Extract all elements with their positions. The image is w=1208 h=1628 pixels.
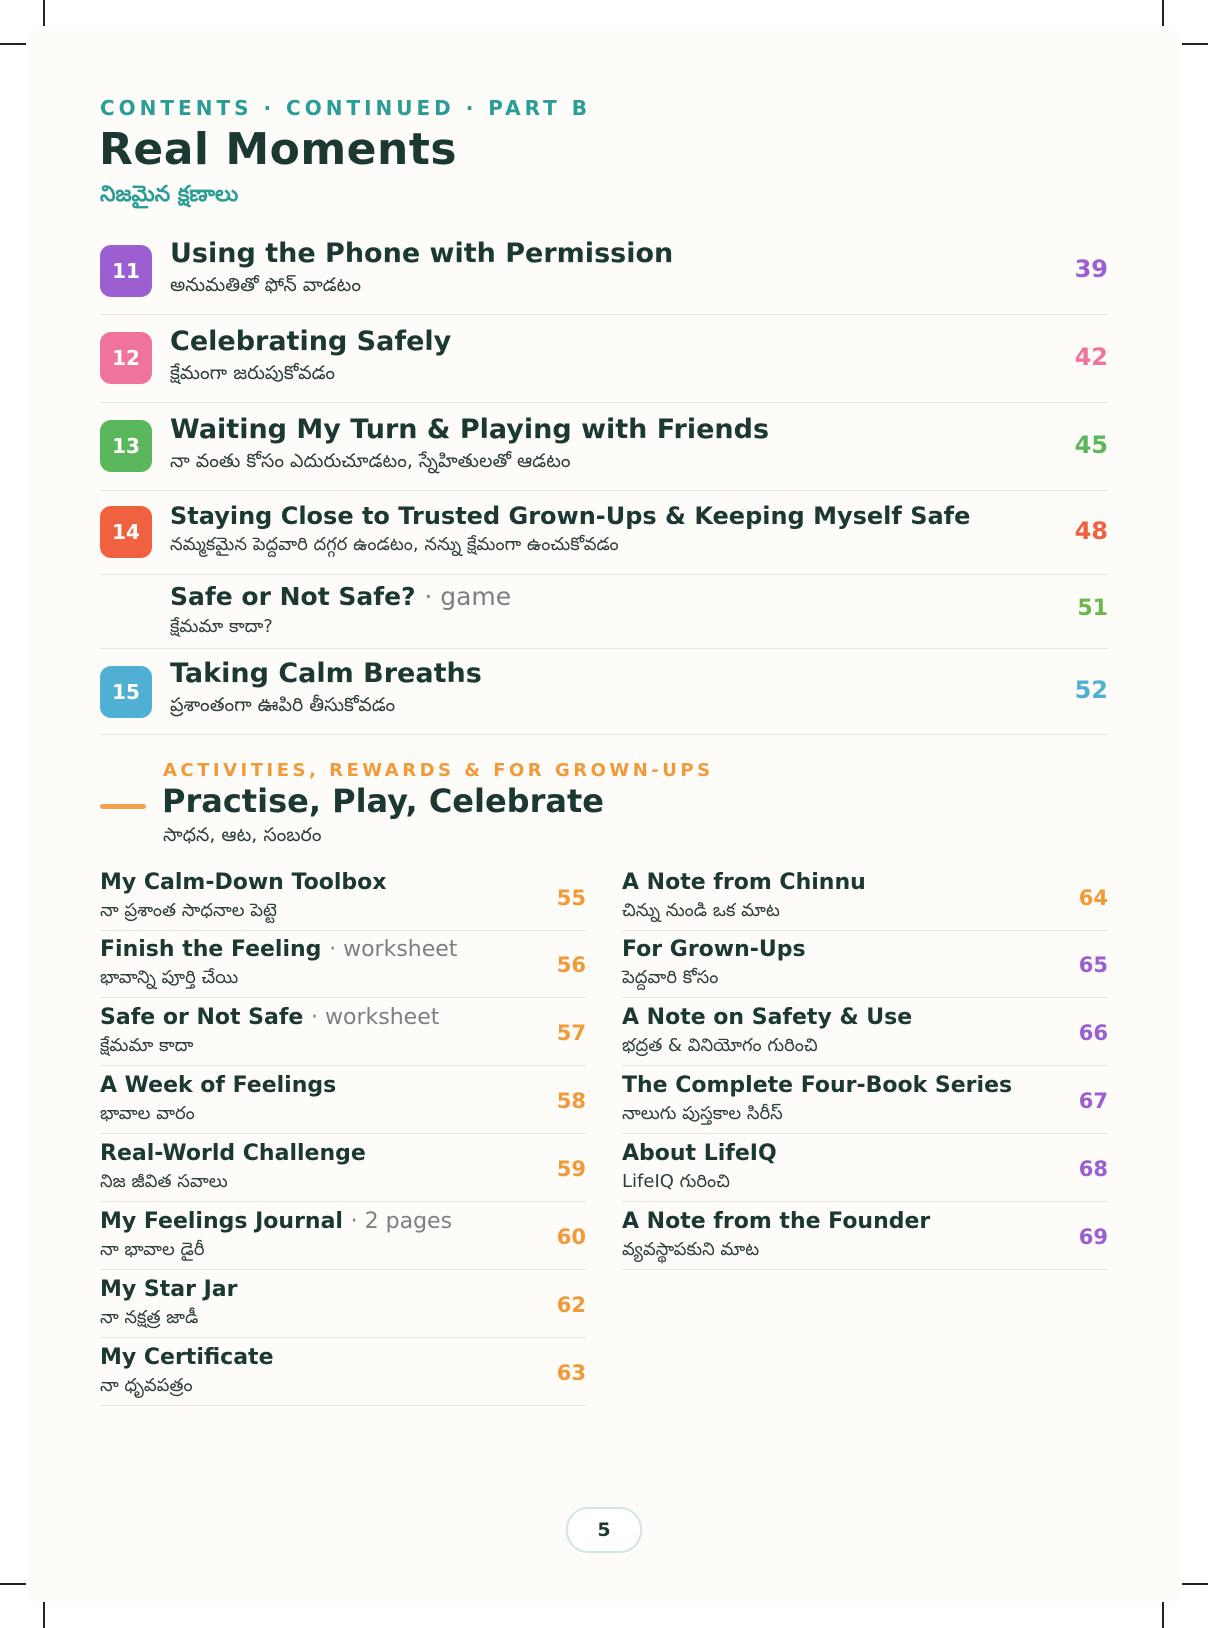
chapter-title: Staying Close to Trusted Grown-Ups & Keeping Myself Safe	[170, 502, 971, 530]
list-item[interactable]	[100, 1339, 586, 1406]
item-subtitle: నా భావాల డైరీ	[100, 1239, 205, 1260]
list-item[interactable]	[100, 1271, 586, 1338]
game-page-number: 51	[1077, 596, 1108, 621]
crop-mark	[1162, 1602, 1164, 1628]
chapter-subtitle: ప్రశాంతంగా ఊపిరి తీసుకోవడం	[170, 694, 396, 716]
item-page-number: 59	[556, 1157, 586, 1181]
item-subtitle: LifeIQ గురించి	[622, 1171, 730, 1192]
chapter-page-number: 45	[1074, 431, 1108, 459]
item-subtitle: భావాన్ని పూర్తి చేయి	[100, 967, 239, 988]
list-item[interactable]	[622, 864, 1108, 931]
list-item[interactable]	[622, 1203, 1108, 1270]
item-subtitle: భావాల వారం	[100, 1103, 195, 1124]
list-item[interactable]	[100, 1203, 586, 1270]
crop-mark	[43, 0, 45, 26]
item-subtitle: నా నక్షత్ర జాడీ	[100, 1307, 199, 1328]
item-title: Real-World Challenge	[100, 1141, 366, 1166]
item-title: My Star Jar	[100, 1277, 238, 1302]
list-item[interactable]	[100, 864, 586, 931]
chapter-row[interactable]	[100, 648, 1108, 735]
list-item[interactable]	[622, 1067, 1108, 1134]
list-item[interactable]	[100, 931, 586, 998]
chapter-subtitle: క్షేమంగా జరుపుకోవడం	[170, 362, 335, 384]
item-page-number: 67	[1078, 1089, 1108, 1113]
chapter-page-number: 48	[1074, 517, 1108, 545]
chapter-page-number: 42	[1074, 343, 1108, 371]
item-page-number: 62	[556, 1293, 586, 1317]
crop-mark	[43, 1602, 45, 1628]
chapter-row[interactable]	[100, 402, 1108, 491]
crop-mark	[1162, 0, 1164, 26]
chapter-row[interactable]	[100, 232, 1108, 315]
item-page-number: 55	[556, 886, 586, 910]
section-title: Practise, Play, Celebrate	[162, 782, 604, 820]
list-item[interactable]	[100, 999, 586, 1066]
item-page-number: 66	[1078, 1021, 1108, 1045]
list-item[interactable]	[622, 1135, 1108, 1202]
page-subtitle: నిజమైన క్షణాలు	[100, 182, 239, 207]
item-page-number: 56	[556, 953, 586, 977]
contents-eyebrow: CONTENTS · CONTINUED · PART B	[100, 96, 591, 120]
chapter-number-badge: 15	[100, 666, 152, 718]
chapter-number-badge: 11	[100, 245, 152, 297]
item-title: A Week of Feelings	[100, 1073, 337, 1098]
section-eyebrow: ACTIVITIES, REWARDS & FOR GROWN-UPS	[163, 760, 714, 781]
list-item[interactable]	[622, 931, 1108, 998]
item-title: My Feelings Journal · 2 pages	[100, 1209, 453, 1234]
item-title: A Note on Safety & Use	[622, 1005, 913, 1030]
page-number: 5	[566, 1507, 642, 1553]
chapter-row[interactable]	[100, 490, 1108, 575]
game-title: Safe or Not Safe? · game	[170, 582, 512, 611]
chapter-subtitle: నమ్మకమైన పెద్దవారి దగ్గర ఉండటం, నన్ను క్షేమంగా ఉంచుకోవడం	[170, 534, 619, 555]
item-tag: · worksheet	[311, 1005, 440, 1030]
item-page-number: 69	[1078, 1225, 1108, 1249]
item-title: My Certificate	[100, 1345, 274, 1370]
list-item[interactable]	[622, 999, 1108, 1066]
crop-mark	[1182, 43, 1208, 45]
game-row[interactable]	[100, 574, 1108, 649]
item-title: The Complete Four-Book Series	[622, 1073, 1013, 1098]
chapter-number-badge: 13	[100, 420, 152, 472]
item-page-number: 65	[1078, 953, 1108, 977]
item-subtitle: చిన్ను నుండి ఒక మాట	[622, 900, 780, 921]
item-page-number: 60	[556, 1225, 586, 1249]
item-page-number: 63	[556, 1361, 586, 1385]
list-item[interactable]	[100, 1067, 586, 1134]
section-subtitle: సాధన, ఆట, సంబరం	[163, 824, 322, 846]
chapter-title: Celebrating Safely	[170, 326, 452, 357]
item-subtitle: క్షేమమా కాదా	[100, 1035, 194, 1056]
chapter-row[interactable]	[100, 314, 1108, 403]
item-subtitle: నిజ జీవిత సవాలు	[100, 1171, 228, 1192]
item-tag: · 2 pages	[350, 1209, 453, 1234]
item-title: My Calm-Down Toolbox	[100, 870, 387, 895]
crop-mark	[1182, 1583, 1208, 1585]
item-title: A Note from the Founder	[622, 1209, 931, 1234]
item-subtitle: నా ధృవపత్రం	[100, 1375, 193, 1396]
chapter-page-number: 39	[1074, 255, 1108, 283]
item-tag: · worksheet	[329, 937, 458, 962]
page-title: Real Moments	[99, 124, 458, 175]
chapter-number-badge: 14	[100, 506, 152, 558]
item-subtitle: వ్యవస్థాపకుని మాట	[622, 1239, 760, 1260]
chapter-title: Taking Calm Breaths	[170, 658, 482, 689]
item-title: For Grown-Ups	[622, 937, 806, 962]
item-page-number: 64	[1078, 886, 1108, 910]
list-item[interactable]	[100, 1135, 586, 1202]
chapter-title: Waiting My Turn & Playing with Friends	[170, 414, 770, 445]
item-subtitle: పెద్దవారి కోసం	[622, 967, 719, 988]
item-page-number: 58	[556, 1089, 586, 1113]
chapter-number-badge: 12	[100, 332, 152, 384]
crop-mark	[0, 43, 26, 45]
item-page-number: 68	[1078, 1157, 1108, 1181]
chapter-subtitle: అనుమతితో ఫోన్ వాడటం	[170, 274, 361, 296]
chapter-subtitle: నా వంతు కోసం ఎదురుచూడటం, స్నేహితులతో ఆడటం	[170, 450, 571, 472]
crop-mark	[0, 1583, 26, 1585]
chapter-title: Using the Phone with Permission	[170, 238, 674, 269]
game-subtitle: క్షేమమా కాదా?	[170, 616, 273, 637]
item-page-number: 57	[556, 1021, 586, 1045]
item-subtitle: నాలుగు పుస్తకాల సిరీస్	[622, 1103, 783, 1124]
item-title: A Note from Chinnu	[622, 870, 866, 895]
item-subtitle: నా ప్రశాంత సాధనాల పెట్టె	[100, 900, 277, 921]
item-title: Safe or Not Safe · worksheet	[100, 1005, 440, 1030]
chapter-page-number: 52	[1074, 676, 1108, 704]
section-dash	[100, 804, 146, 809]
item-title: Finish the Feeling · worksheet	[100, 937, 458, 962]
game-tag: · game	[424, 582, 512, 611]
item-subtitle: భద్రత & వినియోగం గురించి	[622, 1035, 818, 1056]
item-title: About LifeIQ	[622, 1141, 777, 1166]
